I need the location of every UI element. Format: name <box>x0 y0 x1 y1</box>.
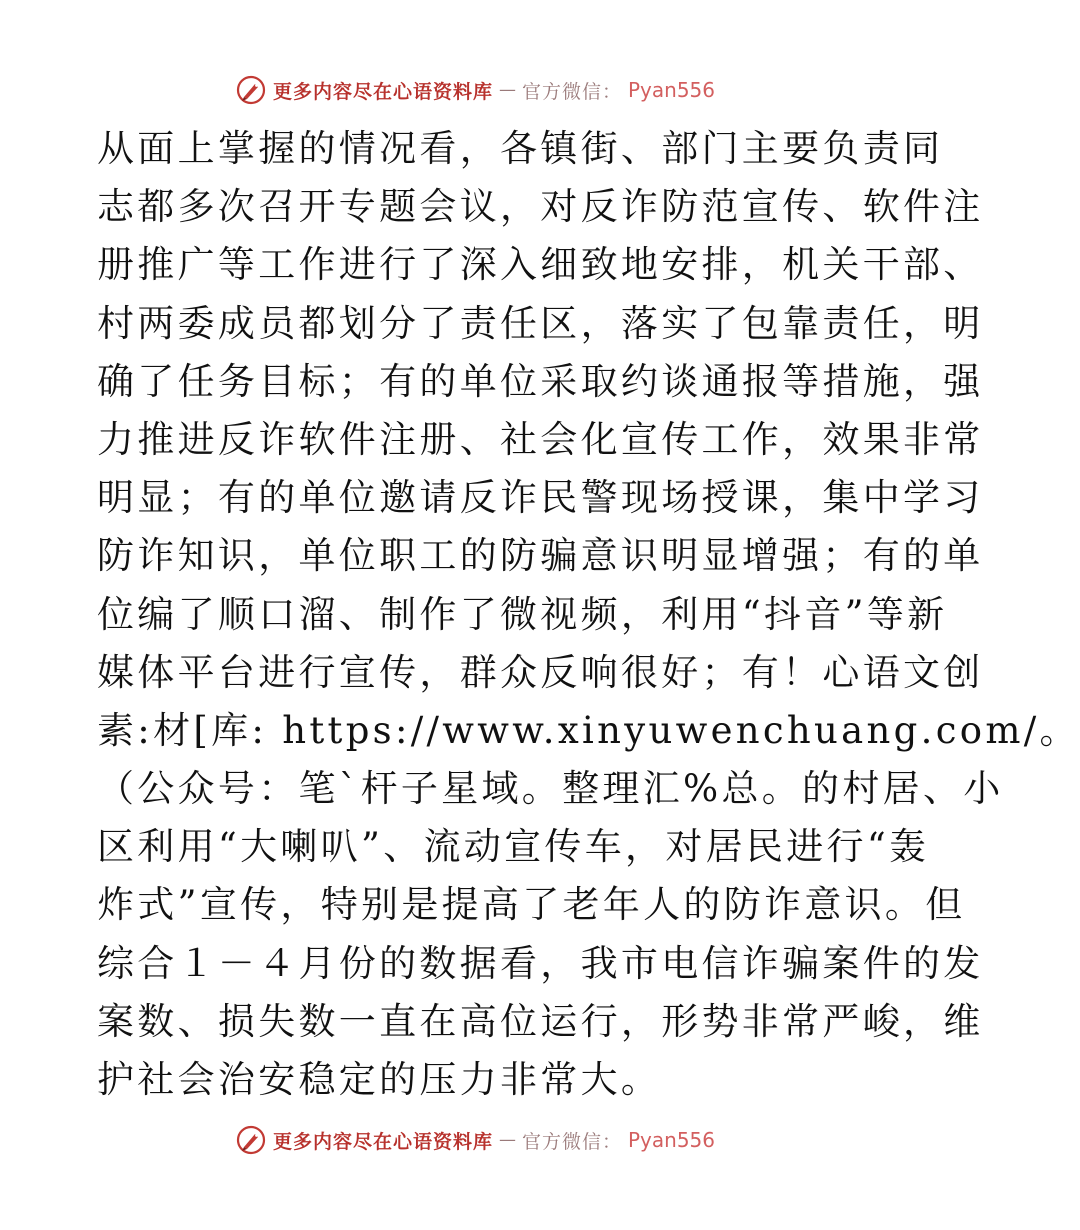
document-body <box>97 120 1080 1109</box>
text-line: 位编了顺口溜、制作了微视频，利用“抖音”等新 <box>97 592 948 636</box>
watermark-official-label: 官方微信： <box>521 80 622 103</box>
text-line: 防诈知识，单位职工的防骗意识明显增强；有的单 <box>97 534 984 578</box>
text-line: 志都多次召开专题会议，对反诈防范宣传、软件注 <box>97 185 984 229</box>
text-line: （公众号：笔`杆子星域。整理汇%总。的村居、小 <box>97 767 1004 811</box>
header-watermark <box>0 70 950 110</box>
text-line: 综合１－４月份的数据看，我市电信诈骗案件的发 <box>97 941 984 985</box>
text-line: 确了任务目标；有的单位采取约谈通报等措施，强 <box>97 359 984 403</box>
text-line: 明显；有的单位邀请反诈民警现场授课，集中学习 <box>97 476 984 520</box>
watermark-wechat-id: Pyan556 <box>628 78 716 102</box>
watermark-brand: 更多内容尽在心语资料库 <box>272 1130 493 1153</box>
text-line: 册推广等工作进行了深入细致地安排，机关干部、 <box>97 243 984 287</box>
text-line: 炸式”宣传，特别是提高了老年人的防诈意识。但 <box>97 883 966 927</box>
text-line: 村两委成员都划分了责任区，落实了包靠责任，明 <box>97 301 984 345</box>
footer-watermark <box>0 1120 950 1160</box>
watermark-wechat-id: Pyan556 <box>628 1128 716 1152</box>
pen-logo-icon <box>235 74 267 106</box>
text-line: 从面上掌握的情况看，各镇街、部门主要负责同 <box>97 127 944 170</box>
text-line: 力推进反诈软件注册、社会化宣传工作，效果非常 <box>97 417 984 461</box>
text-line: 护社会治安稳定的压力非常大。 <box>97 1058 662 1101</box>
watermark-separator: — <box>498 80 516 100</box>
text-line: 素:材[库: https://www.xinyuwenchuang.com/。 <box>97 708 1080 752</box>
text-line: 媒体平台进行宣传，群众反响很好；有！心语文创 <box>97 650 984 694</box>
pen-logo-icon <box>235 1124 267 1156</box>
watermark-official-label: 官方微信： <box>521 1130 622 1153</box>
watermark-brand: 更多内容尽在心语资料库 <box>272 80 493 103</box>
watermark-separator: — <box>498 1130 516 1150</box>
text-line: 区利用“大喇叭”、流动宣传车，对居民进行“轰 <box>97 825 930 869</box>
text-line: 案数、损失数一直在高位运行，形势非常严峻，维 <box>97 999 984 1043</box>
